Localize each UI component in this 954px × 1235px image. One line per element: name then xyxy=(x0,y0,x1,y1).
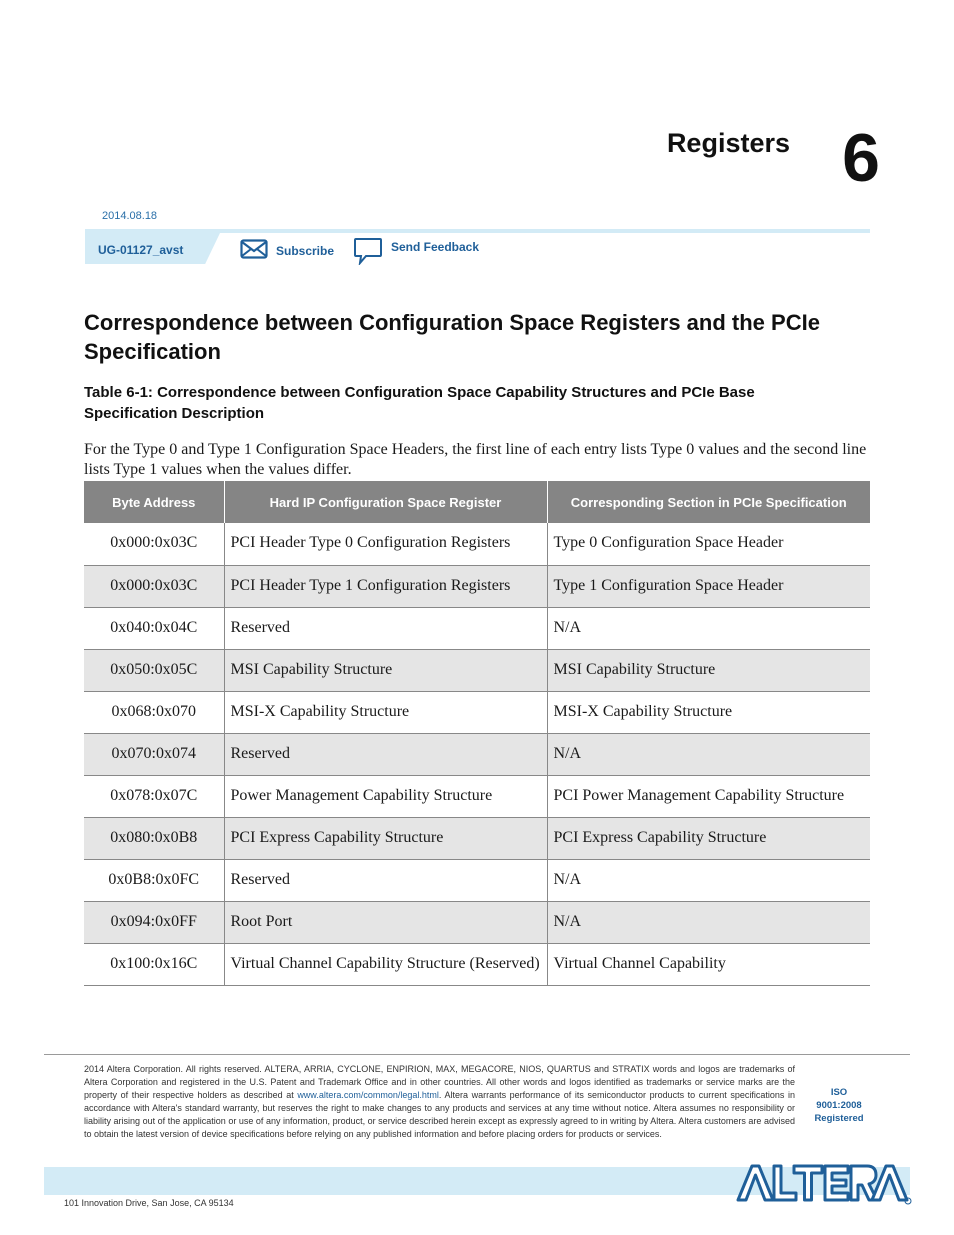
company-address: 101 Innovation Drive, San Jose, CA 95134 xyxy=(64,1198,234,1208)
document-id: UG-01127_avst xyxy=(98,243,184,257)
header-rule xyxy=(85,229,870,233)
iso-standard: 9001:2008 xyxy=(816,1100,862,1111)
table-row xyxy=(84,817,870,859)
register-cell: Reserved xyxy=(224,733,547,775)
table-row xyxy=(84,943,870,985)
document-date: 2014.08.18 xyxy=(102,210,158,222)
column-header-byte-address: Byte Address xyxy=(84,481,224,523)
table-row xyxy=(84,733,870,775)
send-feedback-link[interactable]: Send Feedback xyxy=(391,240,480,254)
speech-bubble-icon[interactable] xyxy=(353,237,383,265)
table-header-row xyxy=(84,481,870,523)
iso-registered: Registered xyxy=(814,1113,864,1124)
legal-link[interactable]: www.altera.com/common/legal.html xyxy=(297,1090,439,1100)
byte-address-cell: 0x050:0x05C xyxy=(84,649,224,691)
pcie-section-cell: Type 0 Configuration Space Header xyxy=(547,523,870,565)
footer-rule xyxy=(44,1054,910,1055)
table-row xyxy=(84,607,870,649)
byte-address-cell: 0x000:0x03C xyxy=(84,565,224,607)
pcie-section-cell: Virtual Channel Capability xyxy=(547,943,870,985)
pcie-section-cell: PCI Express Capability Structure xyxy=(547,817,870,859)
register-cell: PCI Header Type 0 Configuration Registers xyxy=(224,523,547,565)
table-row xyxy=(84,691,870,733)
register-correspondence-table xyxy=(84,481,870,986)
iso-registration-badge xyxy=(808,1086,870,1125)
pcie-section-cell: N/A xyxy=(547,859,870,901)
subscribe-link[interactable]: Subscribe xyxy=(276,244,335,258)
table-row xyxy=(84,523,870,565)
byte-address-cell: 0x080:0x0B8 xyxy=(84,817,224,859)
byte-address-cell: 0x100:0x16C xyxy=(84,943,224,985)
table-row xyxy=(84,775,870,817)
intro-paragraph: For the Type 0 and Type 1 Configuration Space Headers, the first line of each entry lists Type 0 values and the second line lists Type 1 values when the values differ. xyxy=(84,441,867,478)
legal-notice xyxy=(84,1063,795,1141)
table-row xyxy=(84,649,870,691)
byte-address-cell: 0x078:0x07C xyxy=(84,775,224,817)
iso-line: ISO xyxy=(830,1087,848,1098)
register-cell: PCI Header Type 1 Configuration Registers xyxy=(224,565,547,607)
pcie-section-cell: PCI Power Management Capability Structure xyxy=(547,775,870,817)
register-cell: MSI Capability Structure xyxy=(224,649,547,691)
byte-address-cell: 0x040:0x04C xyxy=(84,607,224,649)
legal-text-end: . Altera warrants performance of its semiconductor products to current specifications in accordance with Altera's standard warranty, but reserves the right to make changes to any products and services at any time without notice. Altera assumes no responsibility or liability arising out of the application or use of any information, product, or service described herein except as expressly agreed to in writing by Altera. Altera customers are advised to obtain the latest version of device specifications before relying on any published information and before placing orders for products or services. xyxy=(84,1090,795,1139)
section-heading: Correspondence between Configuration Space Registers and the PCIe Specification xyxy=(84,310,820,364)
envelope-icon[interactable] xyxy=(240,239,268,259)
byte-address-cell: 0x0B8:0x0FC xyxy=(84,859,224,901)
table-row xyxy=(84,901,870,943)
byte-address-cell: 0x068:0x070 xyxy=(84,691,224,733)
column-header-register: Hard IP Configuration Space Register xyxy=(224,481,547,523)
table-caption: Table 6-1: Correspondence between Configuration Space Capability Structures and PCIe Base Specification Description xyxy=(84,384,755,422)
chapter-number: 6 xyxy=(842,120,880,196)
pcie-section-cell: N/A xyxy=(547,901,870,943)
pcie-section-cell: MSI-X Capability Structure xyxy=(547,691,870,733)
byte-address-cell: 0x094:0x0FF xyxy=(84,901,224,943)
column-header-pcie-section: Corresponding Section in PCIe Specification xyxy=(547,481,870,523)
register-cell: PCI Express Capability Structure xyxy=(224,817,547,859)
register-cell: Power Management Capability Structure xyxy=(224,775,547,817)
chapter-title: Registers xyxy=(666,128,790,158)
byte-address-cell: 0x000:0x03C xyxy=(84,523,224,565)
register-cell: Reserved xyxy=(224,607,547,649)
register-cell: MSI-X Capability Structure xyxy=(224,691,547,733)
pcie-section-cell: Type 1 Configuration Space Header xyxy=(547,565,870,607)
altera-logo xyxy=(734,1160,912,1206)
pcie-section-cell: N/A xyxy=(547,733,870,775)
pcie-section-cell: N/A xyxy=(547,607,870,649)
table-row xyxy=(84,565,870,607)
register-cell: Reserved xyxy=(224,859,547,901)
byte-address-cell: 0x070:0x074 xyxy=(84,733,224,775)
register-cell: Root Port xyxy=(224,901,547,943)
register-cell: Virtual Channel Capability Structure (Reserved) xyxy=(224,943,547,985)
table-row xyxy=(84,859,870,901)
pcie-section-cell: MSI Capability Structure xyxy=(547,649,870,691)
legal-text-start: 2014 Altera Corporation. All rights reserved. ALTERA, ARRIA, CYCLONE, ENPIRION, MAX, MEGACORE, NIOS, QUARTUS and STRATIX words and logos are trademarks of Altera Corporation and registered in the U.S. Patent and Trademark Office and in other countries. All other words and logos identified as trademarks or service marks are the property of their respective holders as described at xyxy=(84,1064,795,1100)
